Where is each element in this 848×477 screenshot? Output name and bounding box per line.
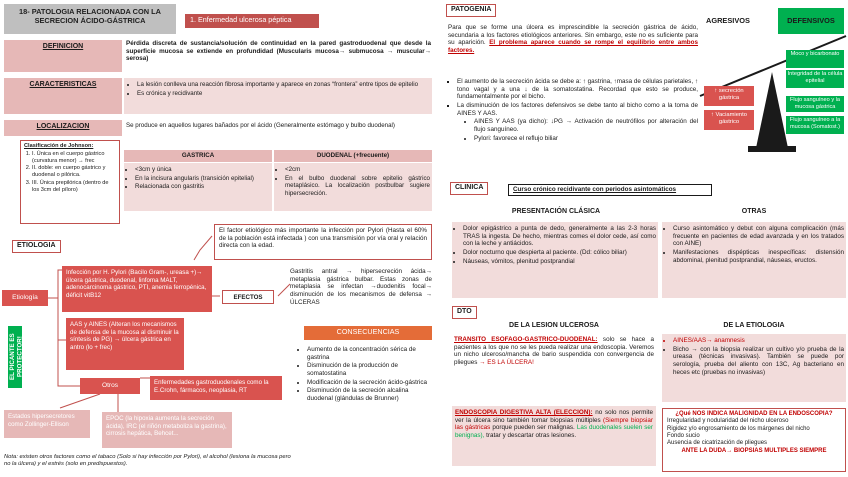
caracteristica-item: • Es crónica y recidivante — [137, 90, 428, 98]
consecuencia-item: • Disminución de la producción de somatostatina — [307, 362, 434, 377]
definicion-label: DEFINICION — [4, 40, 122, 72]
endoscopia-text: no solo nos permite ver la úlcera sino también tomar biopsias múltiples — [455, 409, 653, 424]
johnson-item: 3. III. Única prepilórica (dentro de los 3cm del píloro) — [32, 180, 116, 194]
malignidad-box — [662, 408, 846, 472]
duodenal-header: DUODENAL (+frecuente) — [274, 150, 432, 162]
dto-etiologia-header: DE LA ETIOLOGIA — [723, 322, 785, 329]
efectos-text: Gastritis antral → hipersecreción ácida→ metaplasia gástrica bulbar. Estas zonas de metaplasia se infectan →duodenitis focal→ disminución de los mecanismos de defensa → ÚLCERAS — [290, 268, 432, 306]
otros-item-crohn: Enfermedades gastroduodenales como la E.Crohn, fármacos, neoplasia, RT — [150, 376, 282, 400]
factor-etiologico-box: El factor etiológico más importante la infección por Pylori (Hasta el 60% de la población está infectada ) con una transmisión por vía oral y relación directa con la edad. — [214, 224, 432, 260]
johnson-item: 2. II. doble: en cuerpo gástrico y duodenal o pilórica. — [32, 165, 116, 179]
clasica-body — [452, 222, 658, 298]
defensivos-label: DEFENSIVOS — [778, 8, 844, 34]
endoscopia-text3: tratar y descartar otras lesiones. — [486, 432, 577, 440]
nota-text: Nota: existen otros factores como el tabaco (Solo si hay infección por Pylori), el alcohol (lesiona la mucosa pero no la úlcera) y el estrés (solo en predispuestos). — [4, 454, 291, 468]
caracteristica-item: • La lesión conlleva una reacción fibrosa importante y aparece en zonas “frontera” entre tipos de epitelio — [137, 81, 428, 89]
hp-box: Infección por H. Pylori (Bacilo Gram-, ureasa +)→ úlcera gástrica, duodenal, linfoma MALT, adenocarcinoma gástrico, PTI, anemia ferropénica, déficit vitB12 — [62, 266, 212, 312]
endoscopia-title: ENDOSCOPIA DIGESTIVA ALTA (ELECCION): — [455, 409, 593, 416]
patogenia-subitem: • Pylori: favorece el reflujo biliar — [474, 135, 698, 143]
dto-label: DTO — [452, 306, 477, 319]
agresivos-label: AGRESIVOS — [706, 16, 750, 25]
endoscopia-text2: porque pueden ser malignas. — [492, 424, 575, 432]
transito-title: TRANSITO ESOFAGO-GASTRICO-DUODENAL: — [454, 336, 598, 343]
patogenia-item: ▪ La disminución de los factores defensivos se debe tanto al bicho como a la toma de AINES Y AAS. — [457, 102, 698, 117]
transito-text: solo se hace a pacientes a los que no se les pueda realizar una endoscopia. Veremos un nicho ulceroso/mancha de bario suspendida con convergencia de pliegues — [454, 336, 655, 367]
johnson-title: Clasificación de Johnson: — [24, 143, 94, 149]
duodenal-item: • En el bulbo duodenal sobre epitelio gástrico metaplásico. La localización postbulbar sugiere hipersecreción. — [285, 175, 430, 198]
malignidad-footer: ANTE LA DUDA→ BIOPSIAS MULTIPLES SIEMPRE — [681, 447, 827, 454]
localizacion-label: LOCALIZACION — [4, 120, 122, 136]
otras-item: • Curso asintomático y debut con alguna complicación (más frecuente en pacientes de edad avanzada y en los tratados con AINE) — [673, 225, 844, 248]
otras-header: OTRAS — [741, 208, 767, 215]
gastrica-header: GASTRICA — [124, 150, 272, 162]
subtitle: 1. Enfermedad ulcerosa péptica — [185, 14, 319, 28]
otras-body — [662, 222, 846, 298]
dto-etio-item: • Bicho → con la biopsia realizar un cultivo y/o prueba de la ureasa (técnicas invasivas). También se puede por serología, prueba del aliento con 13C, Ag bacteriano en heces etc (pruebas no invasivas) — [673, 346, 844, 377]
etiologia-label: ETIOLOGIA — [12, 240, 61, 253]
gastrica-item: • <3cm y única — [135, 166, 270, 174]
patogenia-intro-text: Para que se forme una úlcera es imprescindible la secreción gástrica de ácido, secundaria a los factores etiológicos anteriores. Sin embargo, este no es suficiente para su aparición. — [448, 24, 698, 47]
johnson-item: 1. I. Única en el cuerpo gástrico (curvatura menor) → frec — [32, 151, 116, 165]
defensivo-item: Integridad de la célula epitelial — [786, 70, 844, 88]
otros-node: Otros — [80, 378, 140, 394]
malignidad-item: Rigidez y/o engrosamiento de los márgenes del nicho — [667, 425, 810, 432]
dto-etiologia-body — [662, 334, 846, 402]
consecuencia-item: • Disminución de la secreción alcalina duodenal (glándulas de Brunner) — [307, 387, 434, 402]
agresivo-item: ↑ secreción gástrica — [704, 86, 754, 106]
patogenia-intro-red: El problema aparece cuando se rompe el equilibrio entre ambos factores. — [448, 39, 699, 55]
clasica-item: • Dolor epigástrico a punta de dedo, generalmente a las 2-3 horas TRAS la ingesta. De hecho, mientras comes el dolor cede, así como con la leche y antiácidos. — [463, 225, 656, 248]
clasica-item: • Náuseas, vómitos, plenitud postprandial — [463, 258, 656, 266]
patogenia-label: PATOGENIA — [446, 4, 496, 17]
consecuencia-item: • Modificación de la secreción ácido-gástrica — [307, 379, 434, 387]
defensivo-item: Flujo sanguíneo a la mucosa (Somatost.) — [786, 116, 844, 134]
otros-item-epoc: EPOC (la hipoxia aumenta la secreción ácida), IRC (el riñón metaboliza la gastrina), cirrosis hepática, Behcet... — [102, 412, 232, 448]
malignidad-item: Ausencia de cicatrización de pliegues — [667, 440, 768, 447]
agresivo-item: ↑ Vaciamiento gástrico — [704, 110, 754, 130]
protector-label: EL PICANTE ES PROTECTOR! — [8, 326, 22, 388]
endoscopia-green: Las duodenales suelen ser benignas), — [455, 424, 653, 440]
gastrica-item: • En la incisura angularis (transición epitelial) — [135, 175, 270, 183]
clasica-item: • Dolor nocturno que despierta al paciente. (Dd: cólico biliar) — [463, 249, 656, 257]
main-title: 18- PATOLOGIA RELACIONADA CON LA SECRECION ÁCIDO-GÁSTRICA — [4, 4, 176, 34]
localizacion-intro: Se produce en aquellos lugares bañados por el ácido (Generalmente estómago y bulbo duodenal) — [126, 122, 395, 129]
consecuencias-label: CONSECUENCIAS — [304, 326, 432, 340]
malignidad-item: Irregularidad y nodularidad del nicho ulceroso — [667, 418, 789, 425]
malignidad-title: ¿Qué NOS INDICA MALIGNIDAD EN LA ENDOSCOPIA? — [675, 411, 833, 417]
gastrica-item: • Relacionada con gastritis — [135, 183, 270, 191]
malignidad-item: Fondo sucio — [667, 432, 700, 439]
definicion-text: Pérdida discreta de sustancia/solución de continuidad en la pared gastroduodenal que desde la superficie mucosa se extiende en profundidad (Muscularis mucosa→ submucosa → muscular→ serosa) — [126, 40, 431, 63]
consecuencia-item: • Aumento de la concentración sérica de gastrina — [307, 346, 434, 361]
transito-block — [454, 336, 654, 367]
aines-box: AAS y AINES (Alteran los mecanismos de defensa de la mucosa al disminuir la síntesis de PG) → úlcera gástrica en antro (lo + frec) — [66, 318, 184, 370]
endoscopia-block — [452, 406, 656, 466]
clinica-label: CLINICA — [450, 182, 488, 195]
clinica-subtitle: Curso crónico recidivante con periodos asintomáticos — [508, 184, 712, 196]
duodenal-item: • <2cm — [285, 166, 430, 174]
defensivo-item: Flujo sanguíneo y la mucosa gástrica — [786, 96, 844, 112]
otras-item: • Manifestaciones dispépticas inespecíficas: distensión abdominal, plenitud postprandial, náuseas, eructos. — [673, 249, 844, 264]
otros-item-zollinger: Estados hipersecretores como Zollinger-Ellison — [4, 410, 90, 438]
patogenia-item: ▪ El aumento de la secreción ácida se debe a: ↑ gastrina, ↑masa de células parietales, ↑ tono vagal y a una ↓ de la somatostatina. Recordad que esto se produce, fundamentalmente por el bicho. — [457, 78, 698, 101]
caracteristicas-label: CARACTERISTICAS — [4, 78, 122, 114]
etiologia-root: Etiología — [2, 290, 48, 306]
efectos-label: EFECTOS — [222, 290, 274, 304]
patogenia-subitem: • AINES Y AAS (ya dicho): ↓PG → Activación de neutrófilos por alteración del flujo sanguíneo. — [474, 118, 698, 133]
defensivo-item: Moco y bicarbonato — [786, 50, 844, 68]
dto-etio-item: • AINES/AAS→ anamnesis — [673, 337, 844, 345]
clasica-header: PRESENTACIÓN CLÁSICA — [511, 208, 601, 215]
endoscopia-red: (Siempre biopsiar las gástricas — [455, 416, 653, 432]
dto-lesion-header: DE LA LESION ULCEROSA — [509, 322, 599, 329]
transito-red: → ES LA ÚLCERA! — [479, 359, 534, 367]
